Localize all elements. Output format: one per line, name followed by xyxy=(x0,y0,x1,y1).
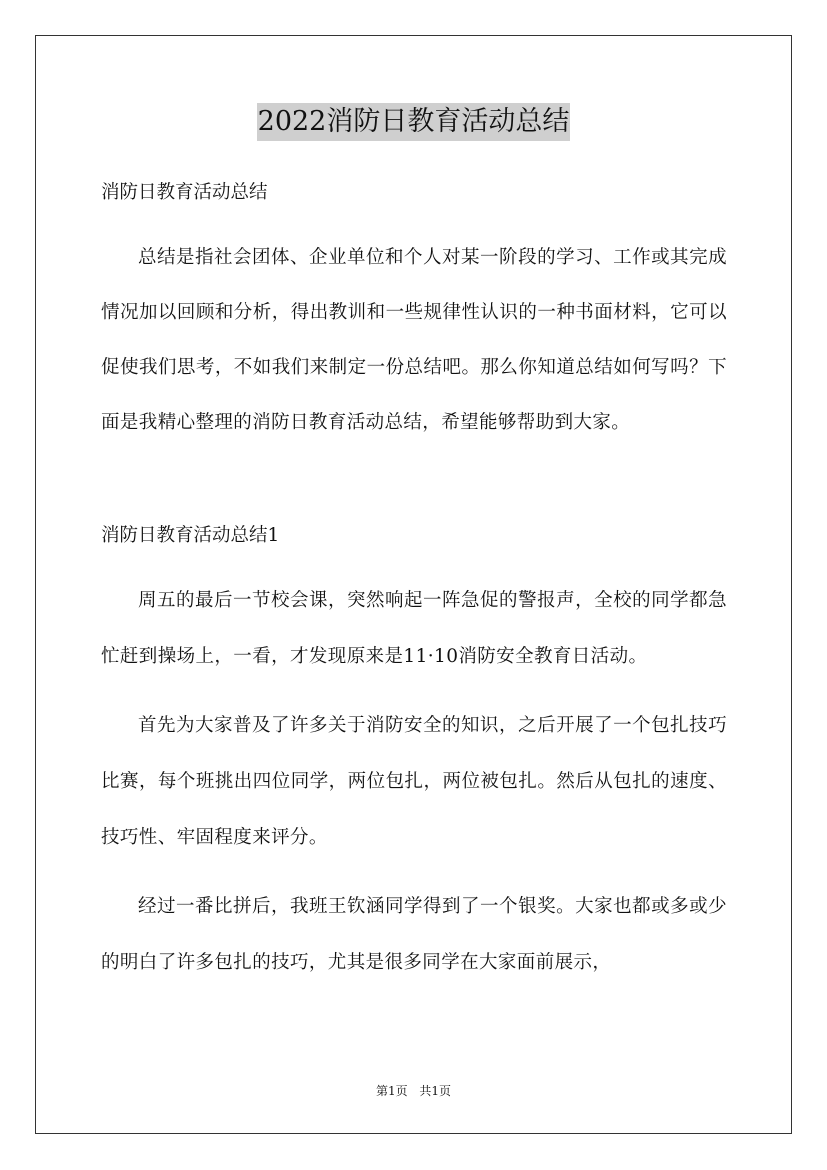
intro-paragraph: 总结是指社会团体、企业单位和个人对某一阶段的学习、工作或其完成情况加以回顾和分析，得出教训和一些规律性认识的一种书面材料，它可以促使我们思考，不如我们来制定一份总结吧。那么你知道总结如何写吗？下面是我精心整理的消防日教育活动总结，希望能够帮助到大家。 xyxy=(101,247,727,433)
body-paragraph: 首先为大家普及了许多关于消防安全的知识，之后开展了一个包扎技巧比赛，每个班挑出四位同学，两位包扎，两位被包扎。然后从包扎的速度、技巧性、牢固程度来评分。 xyxy=(101,715,727,848)
title-container xyxy=(0,103,827,141)
page-total: 共1页 xyxy=(419,1084,452,1098)
page-number: 第1页 xyxy=(375,1084,408,1098)
document-title: 2022消防日教育活动总结 xyxy=(257,103,571,141)
body-paragraph: 周五的最后一节校会课，突然响起一阵急促的警报声，全校的同学都急忙赶到操场上，一看，才发现原来是11·10消防安全教育日活动。 xyxy=(101,590,727,667)
page-footer xyxy=(0,1082,827,1100)
section-heading: 消防日教育活动总结1 xyxy=(101,525,280,546)
document-body xyxy=(101,174,727,991)
body-paragraph: 经过一番比拼后，我班王钦涵同学得到了一个银奖。大家也都或多或少的明白了许多包扎的技巧，尤其是很多同学在大家面前展示， xyxy=(101,896,727,973)
document-subtitle: 消防日教育活动总结 xyxy=(101,182,268,203)
